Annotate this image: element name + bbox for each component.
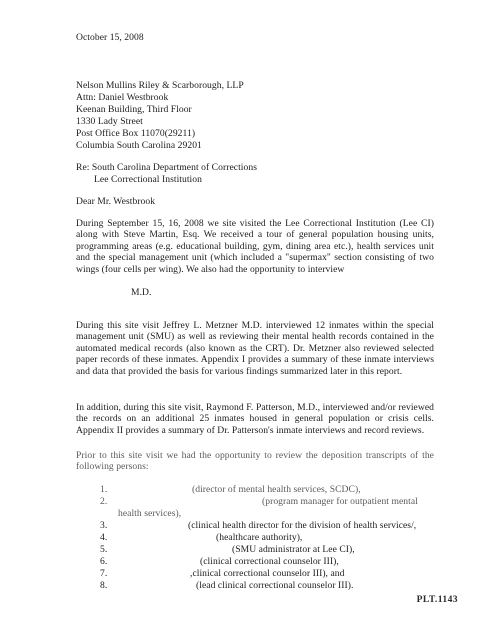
letter-date: October 15, 2008 bbox=[76, 32, 144, 43]
person-role: (program manager for outpatient mental bbox=[262, 496, 418, 507]
address-street: 1330 Lady Street bbox=[76, 116, 143, 127]
re-line-2: Lee Correctional Institution bbox=[94, 174, 202, 185]
person-role: (lead clinical correctional counselor III). bbox=[196, 580, 354, 591]
person-number: 4. bbox=[100, 532, 108, 543]
person-role: (clinical health director for the division of health services/, bbox=[188, 520, 417, 531]
person-number: 5. bbox=[100, 544, 108, 555]
person-number: 6. bbox=[100, 556, 108, 567]
person-role-continued: health services), bbox=[118, 508, 182, 519]
paragraph-patterson: In addition, during this site visit, Raymond F. Patterson, M.D., interviewed and/or reviewed the records on an additional 25 inmates housed in general population or crisis cells. Appendix II provides a summary of Dr. Patterson's inmate interviews and record reviews. bbox=[76, 402, 434, 436]
person-number: 8. bbox=[100, 580, 108, 591]
paragraph-site-visit: During September 15, 16, 2008 we site visited the Lee Correctional Institution (Lee CI) along with Steve Martin, Esq. We received a tour of general population housing units, programming areas (e.g. educational building, gym, dining area etc.), health services unit and the special management unit (which included a "supermax" section consisting of two wings (four cells per wing). We also had the opportunity to interview bbox=[76, 218, 434, 275]
salutation: Dear Mr. Westbrook bbox=[76, 196, 156, 207]
person-role: (healthcare authority), bbox=[216, 532, 303, 543]
person-number: 3. bbox=[100, 520, 108, 531]
paragraph-metzner: During this site visit Jeffrey L. Metzner M.D. interviewed 12 inmates within the special management unit (SMU) as well as reviewing their mental health records contained in the automated medical records (also known as the CRT). Dr. Metzner also reviewed selected paper records of these inmates. Appendix I provides a summary of these inmate interviews and data that provided the basis for various findings summarized later in this report. bbox=[76, 320, 434, 377]
paragraph-depositions: Prior to this site visit we had the opportunity to review the deposition transcripts of the following persons: bbox=[76, 450, 434, 473]
address-firm: Nelson Mullins Riley & Scarborough, LLP bbox=[76, 80, 244, 91]
person-role: (clinical correctional counselor III), bbox=[200, 556, 339, 567]
person-role: (director of mental health services, SCDC), bbox=[192, 484, 361, 495]
person-number: 2. bbox=[100, 496, 108, 507]
address-building: Keenan Building, Third Floor bbox=[76, 104, 192, 115]
person-role: ,clinical correctional counselor III), and bbox=[190, 568, 345, 579]
person-number: 1. bbox=[100, 484, 108, 495]
re-line-1: Re: South Carolina Department of Corrections bbox=[76, 162, 257, 173]
person-role: (SMU administrator at Lee CI), bbox=[232, 544, 355, 555]
address-city: Columbia South Carolina 29201 bbox=[76, 140, 202, 151]
bates-number: PLT.1143 bbox=[416, 594, 458, 605]
address-attn: Attn: Daniel Westbrook bbox=[76, 92, 169, 103]
person-number: 7. bbox=[100, 568, 108, 579]
address-po-box: Post Office Box 11070(29211) bbox=[76, 128, 196, 139]
paragraph-site-visit-md: M.D. bbox=[131, 287, 152, 298]
